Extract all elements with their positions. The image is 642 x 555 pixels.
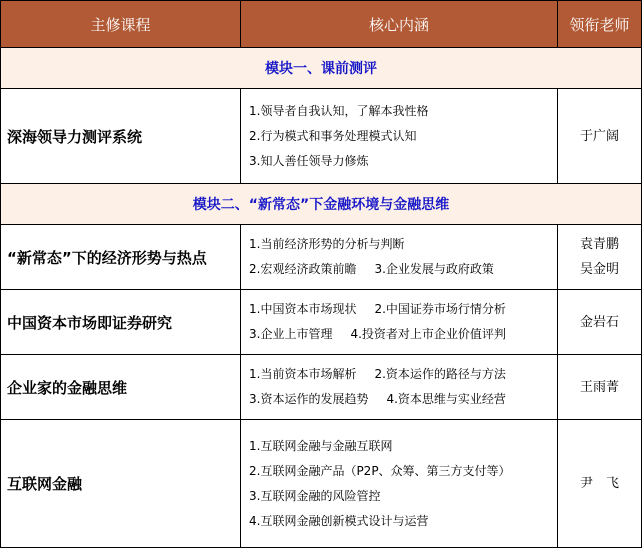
content-item: 1.当前经济形势的分析与判断 (249, 237, 405, 251)
content-line (249, 362, 551, 387)
content-item: 4.资本思维与实业经营 (386, 392, 506, 406)
course-content (241, 355, 558, 420)
teacher-cell (558, 355, 642, 420)
teacher-name: 袁青鹏 (579, 237, 619, 252)
content-item: 3.企业发展与政府政策 (374, 262, 494, 276)
content-line (249, 459, 551, 484)
content-item: 1.中国资本市场现状 (249, 302, 357, 316)
course-content (241, 225, 558, 290)
content-item: 2.互联网金融产品（P2P、众筹、第三方支付等） (249, 463, 511, 478)
course-content (241, 89, 558, 184)
content-line (249, 232, 551, 257)
content-line (249, 387, 551, 412)
content-line (249, 257, 551, 282)
header-course: 主修课程 (1, 1, 241, 48)
content-line (249, 149, 551, 174)
content-item: 3.互联网金融的风险管控 (249, 488, 381, 503)
course-name: 企业家的金融思维 (1, 355, 241, 420)
teacher-name: 于广阔 (579, 128, 619, 144)
content-item: 2.行为模式和事务处理模式认知 (249, 128, 417, 143)
table-header-row (1, 1, 642, 48)
teacher-cell (558, 225, 642, 290)
content-line (249, 322, 551, 347)
content-line (249, 99, 551, 124)
section-row (1, 48, 642, 89)
section-title: 模块一、课前测评 (1, 48, 642, 89)
content-item: 1.互联网金融与金融互联网 (249, 438, 393, 453)
table-row (1, 355, 642, 420)
header-content: 核心内涵 (241, 1, 558, 48)
section-title: 模块二、“新常态”下金融环境与金融思维 (1, 184, 642, 225)
header-teacher: 领衔老师 (558, 1, 642, 48)
content-item: 3.企业上市管理 (249, 327, 333, 341)
content-item: 2.中国证券市场行情分析 (374, 302, 506, 316)
teacher-name: 尹 飞 (579, 476, 619, 491)
content-line (249, 484, 551, 509)
course-name: “新常态”下的经济形势与热点 (1, 225, 241, 290)
content-item: 3.知人善任领导力修炼 (249, 153, 369, 168)
table-row (1, 89, 642, 184)
content-line (249, 297, 551, 322)
content-line (249, 124, 551, 149)
section-row (1, 184, 642, 225)
table-row (1, 290, 642, 355)
course-content (241, 290, 558, 355)
content-item: 4.互联网金融创新模式设计与运营 (249, 513, 429, 528)
course-name: 互联网金融 (1, 420, 241, 548)
content-item: 2.宏观经济政策前瞻 (249, 262, 357, 276)
teacher-cell (558, 420, 642, 548)
table-row (1, 420, 642, 548)
content-item: 3.资本运作的发展趋势 (249, 392, 369, 406)
teacher-cell (558, 290, 642, 355)
teacher-name: 王雨菁 (579, 379, 619, 395)
content-line (249, 434, 551, 459)
content-line (249, 509, 551, 534)
teacher-name: 金岩石 (579, 314, 619, 330)
content-item: 4.投资者对上市企业价值评判 (350, 327, 506, 341)
teacher-name: 吴金明 (579, 262, 619, 277)
course-name: 中国资本市场即证券研究 (1, 290, 241, 355)
course-name: 深海领导力测评系统 (1, 89, 241, 184)
content-item: 1.当前资本市场解析 (249, 367, 357, 381)
content-item: 1.领导者自我认知，了解本我性格 (249, 103, 429, 118)
course-content (241, 420, 558, 548)
content-item: 2.资本运作的路径与方法 (374, 367, 506, 381)
table-row (1, 225, 642, 290)
teacher-cell (558, 89, 642, 184)
